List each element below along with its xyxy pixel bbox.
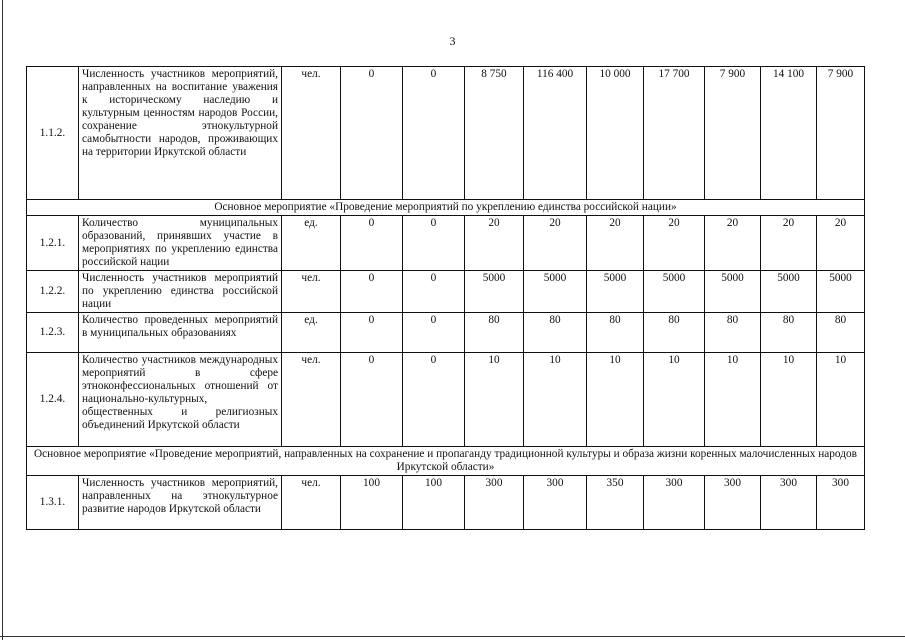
value-cell: 10 bbox=[817, 353, 865, 447]
row-number: 1.2.4. bbox=[27, 353, 79, 447]
value-cell: 20 bbox=[524, 216, 587, 271]
indicator-name: Численность участников мероприятий, направленных на этнокультурное развитие народов Иркутской области bbox=[79, 476, 282, 530]
row-number: 1.2.2. bbox=[27, 271, 79, 313]
value-cell: 80 bbox=[465, 313, 524, 353]
value-cell: 80 bbox=[705, 313, 761, 353]
value-cell: 7 900 bbox=[817, 67, 865, 200]
indicator-name: Численность участников мероприятий по укреплению единства российской нации bbox=[79, 271, 282, 313]
row-number: 1.2.1. bbox=[27, 216, 79, 271]
indicator-name: Количество муниципальных образований, принявших участие в мероприятиях по укреплению единства российской нации bbox=[79, 216, 282, 271]
page-border-bottom bbox=[0, 636, 905, 637]
value-cell: 300 bbox=[524, 476, 587, 530]
value-cell: 5000 bbox=[644, 271, 705, 313]
value-cell: 20 bbox=[705, 216, 761, 271]
table-row bbox=[27, 271, 865, 313]
value-cell: 100 bbox=[341, 476, 403, 530]
value-cell: 0 bbox=[341, 353, 403, 447]
page-border-left bbox=[2, 0, 3, 640]
value-cell: 5000 bbox=[587, 271, 644, 313]
value-cell: 80 bbox=[761, 313, 817, 353]
value-cell: 5000 bbox=[524, 271, 587, 313]
value-cell: 20 bbox=[761, 216, 817, 271]
value-cell: 0 bbox=[403, 271, 465, 313]
value-cell: 10 bbox=[524, 353, 587, 447]
row-number: 1.2.3. bbox=[27, 313, 79, 353]
value-cell: 0 bbox=[403, 353, 465, 447]
value-cell: 80 bbox=[524, 313, 587, 353]
value-cell: 14 100 bbox=[761, 67, 817, 200]
value-cell: 300 bbox=[817, 476, 865, 530]
value-cell: 116 400 bbox=[524, 67, 587, 200]
value-cell: 100 bbox=[403, 476, 465, 530]
value-cell: 0 bbox=[403, 67, 465, 200]
table-row bbox=[27, 476, 865, 530]
value-cell: 5000 bbox=[705, 271, 761, 313]
unit-cell: чел. bbox=[282, 271, 341, 313]
value-cell: 0 bbox=[403, 216, 465, 271]
value-cell: 300 bbox=[644, 476, 705, 530]
page-number: 3 bbox=[449, 34, 456, 48]
value-cell: 8 750 bbox=[465, 67, 524, 200]
value-cell: 7 900 bbox=[705, 67, 761, 200]
value-cell: 0 bbox=[341, 67, 403, 200]
section-row bbox=[27, 200, 865, 216]
unit-cell: чел. bbox=[282, 476, 341, 530]
indicator-name: Количество участников международных мероприятий в сфере этноконфессиональных отношений от национально-культурных, общественных и религиозных объединений Иркутской области bbox=[79, 353, 282, 447]
value-cell: 0 bbox=[341, 271, 403, 313]
table-row bbox=[27, 313, 865, 353]
indicators-table bbox=[26, 66, 865, 530]
value-cell: 10 000 bbox=[587, 67, 644, 200]
value-cell: 80 bbox=[587, 313, 644, 353]
value-cell: 20 bbox=[465, 216, 524, 271]
table-row bbox=[27, 216, 865, 271]
value-cell: 10 bbox=[705, 353, 761, 447]
indicator-name: Численность участников мероприятий, направленных на воспитание уважения к историческому наследию и культурным ценностям народов России, сохранение этнокультурной самобытности народов, проживающих на территории Иркутской области bbox=[79, 67, 282, 200]
value-cell: 80 bbox=[817, 313, 865, 353]
value-cell: 20 bbox=[644, 216, 705, 271]
row-number: 1.3.1. bbox=[27, 476, 79, 530]
value-cell: 5000 bbox=[465, 271, 524, 313]
value-cell: 300 bbox=[761, 476, 817, 530]
value-cell: 10 bbox=[465, 353, 524, 447]
value-cell: 0 bbox=[341, 313, 403, 353]
indicator-name: Количество проведенных мероприятий в муниципальных образованиях bbox=[79, 313, 282, 353]
value-cell: 10 bbox=[644, 353, 705, 447]
value-cell: 350 bbox=[587, 476, 644, 530]
value-cell: 300 bbox=[705, 476, 761, 530]
value-cell: 80 bbox=[644, 313, 705, 353]
section-title: Основное мероприятие «Проведение мероприятий, направленных на сохранение и пропаганду традиционной культуры и образа жизни коренных малочисленных народов Иркутской области» bbox=[27, 447, 865, 476]
unit-cell: чел. bbox=[282, 353, 341, 447]
value-cell: 5000 bbox=[761, 271, 817, 313]
value-cell: 20 bbox=[817, 216, 865, 271]
value-cell: 20 bbox=[587, 216, 644, 271]
row-number: 1.1.2. bbox=[27, 67, 79, 200]
value-cell: 10 bbox=[587, 353, 644, 447]
value-cell: 0 bbox=[341, 216, 403, 271]
unit-cell: ед. bbox=[282, 216, 341, 271]
value-cell: 0 bbox=[403, 313, 465, 353]
section-row bbox=[27, 447, 865, 476]
table-row bbox=[27, 353, 865, 447]
section-title: Основное мероприятие «Проведение мероприятий по укреплению единства российской нации» bbox=[27, 200, 865, 216]
value-cell: 17 700 bbox=[644, 67, 705, 200]
value-cell: 10 bbox=[761, 353, 817, 447]
value-cell: 5000 bbox=[817, 271, 865, 313]
unit-cell: чел. bbox=[282, 67, 341, 200]
unit-cell: ед. bbox=[282, 313, 341, 353]
table-row bbox=[27, 67, 865, 200]
value-cell: 300 bbox=[465, 476, 524, 530]
